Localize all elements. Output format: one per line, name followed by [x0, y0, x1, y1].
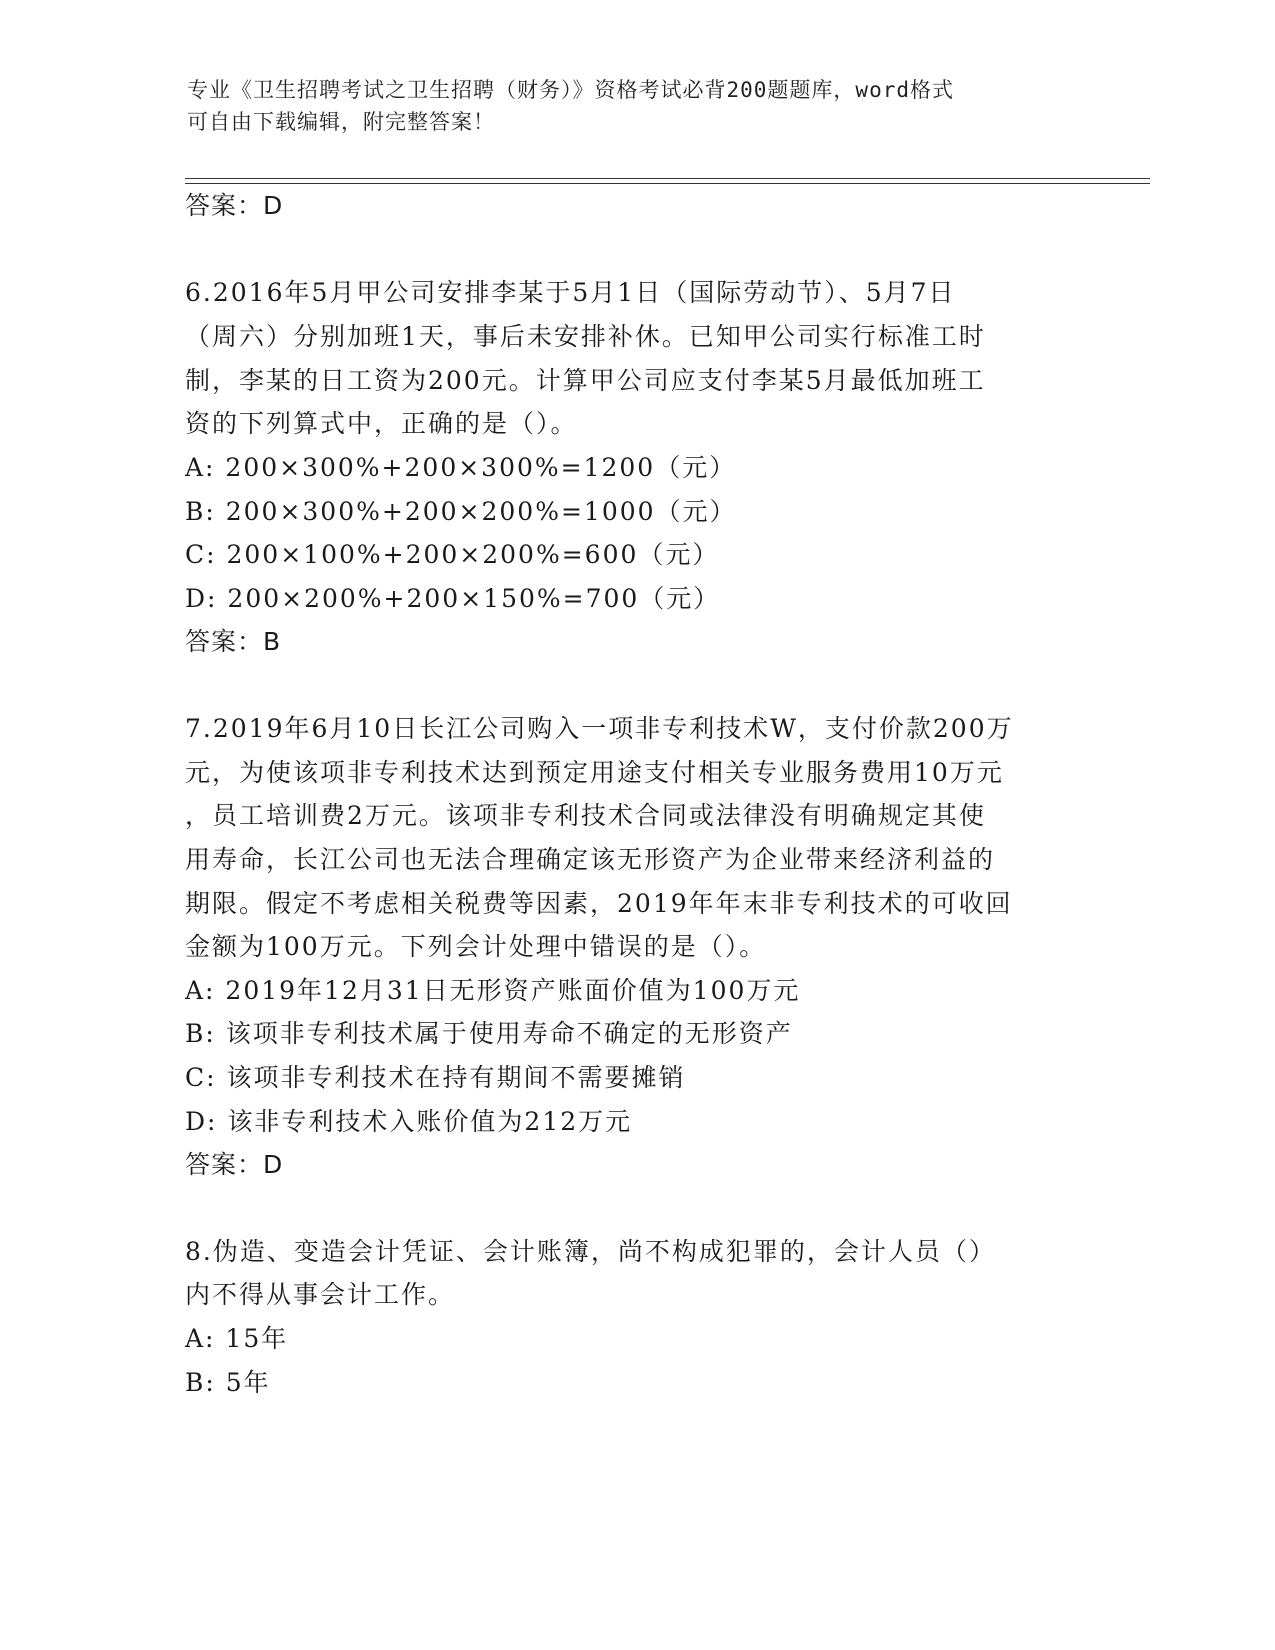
question-7-text-line: 用寿命，长江公司也无法合理确定该无形资产为企业带来经济利益的: [185, 845, 996, 874]
header-line-2: 可自由下载编辑，附完整答案！: [187, 110, 495, 134]
question-6-option-c: C: 200×100%+200×200%=600（元）: [185, 540, 720, 569]
question-6-option-d: D: 200×200%+200×150%=700（元）: [185, 584, 721, 613]
question-6-text-line: 制，李某的日工资为200元。计算甲公司应支付李某5月最低加班工: [185, 366, 986, 395]
question-6-option-a: A: 200×300%+200×300%=1200（元）: [185, 453, 737, 482]
page-header: [187, 74, 1087, 138]
question-6-text-line: 6.2016年5月甲公司安排李某于5月1日（国际劳动节）、5月7日: [185, 278, 956, 307]
question-7-text-line: 元，为使该项非专利技术达到预定用途支付相关专业服务费用10万元: [185, 758, 1004, 787]
header-divider-bottom: [185, 183, 1150, 184]
question-7-option-d: D: 该非专利技术入账价值为212万元: [185, 1107, 633, 1136]
header-divider-top: [185, 178, 1150, 179]
question-6-text-line: （周六）分别加班1天，事后未安排补休。已知甲公司实行标准工时: [185, 322, 986, 351]
question-8-option-a: A: 15年: [185, 1324, 289, 1353]
question-7-text-line: 7.2019年6月10日长江公司购入一项非专利技术W，支付价款200万: [185, 714, 1014, 743]
question-8-option-b: B: 5年: [185, 1368, 271, 1397]
question-6-text-line: 资的下列算式中，正确的是（）。: [185, 409, 578, 438]
question-6-option-b: B: 200×300%+200×200%=1000（元）: [185, 497, 737, 526]
answer-prev: 答案：D: [185, 191, 284, 220]
header-line-1: 专业《卫生招聘考试之卫生招聘（财务）》资格考试必背200题题库，word格式: [187, 78, 954, 102]
question-7-text-line: ，员工培训费2万元。该项非专利技术合同或法律没有明确规定其使: [185, 801, 986, 830]
question-6-answer: 答案：B: [185, 627, 282, 656]
question-8-text-line: 8.伪造、变造会计凭证、会计账簿，尚不构成犯罪的，会计人员（）: [185, 1237, 996, 1266]
question-7-text-line: 金额为100万元。下列会计处理中错误的是（）。: [185, 932, 767, 961]
question-7-option-b: B: 该项非专利技术属于使用寿命不确定的无形资产: [185, 1019, 793, 1048]
question-7-option-a: A: 2019年12月31日无形资产账面价值为100万元: [185, 976, 801, 1005]
question-7-text-line: 期限。假定不考虑相关税费等因素，2019年年末非专利技术的可收回: [185, 889, 1013, 918]
question-8-text-line: 内不得从事会计工作。: [185, 1280, 456, 1309]
question-7-answer: 答案：D: [185, 1150, 284, 1179]
question-7-option-c: C: 该项非专利技术在持有期间不需要摊销: [185, 1063, 686, 1092]
